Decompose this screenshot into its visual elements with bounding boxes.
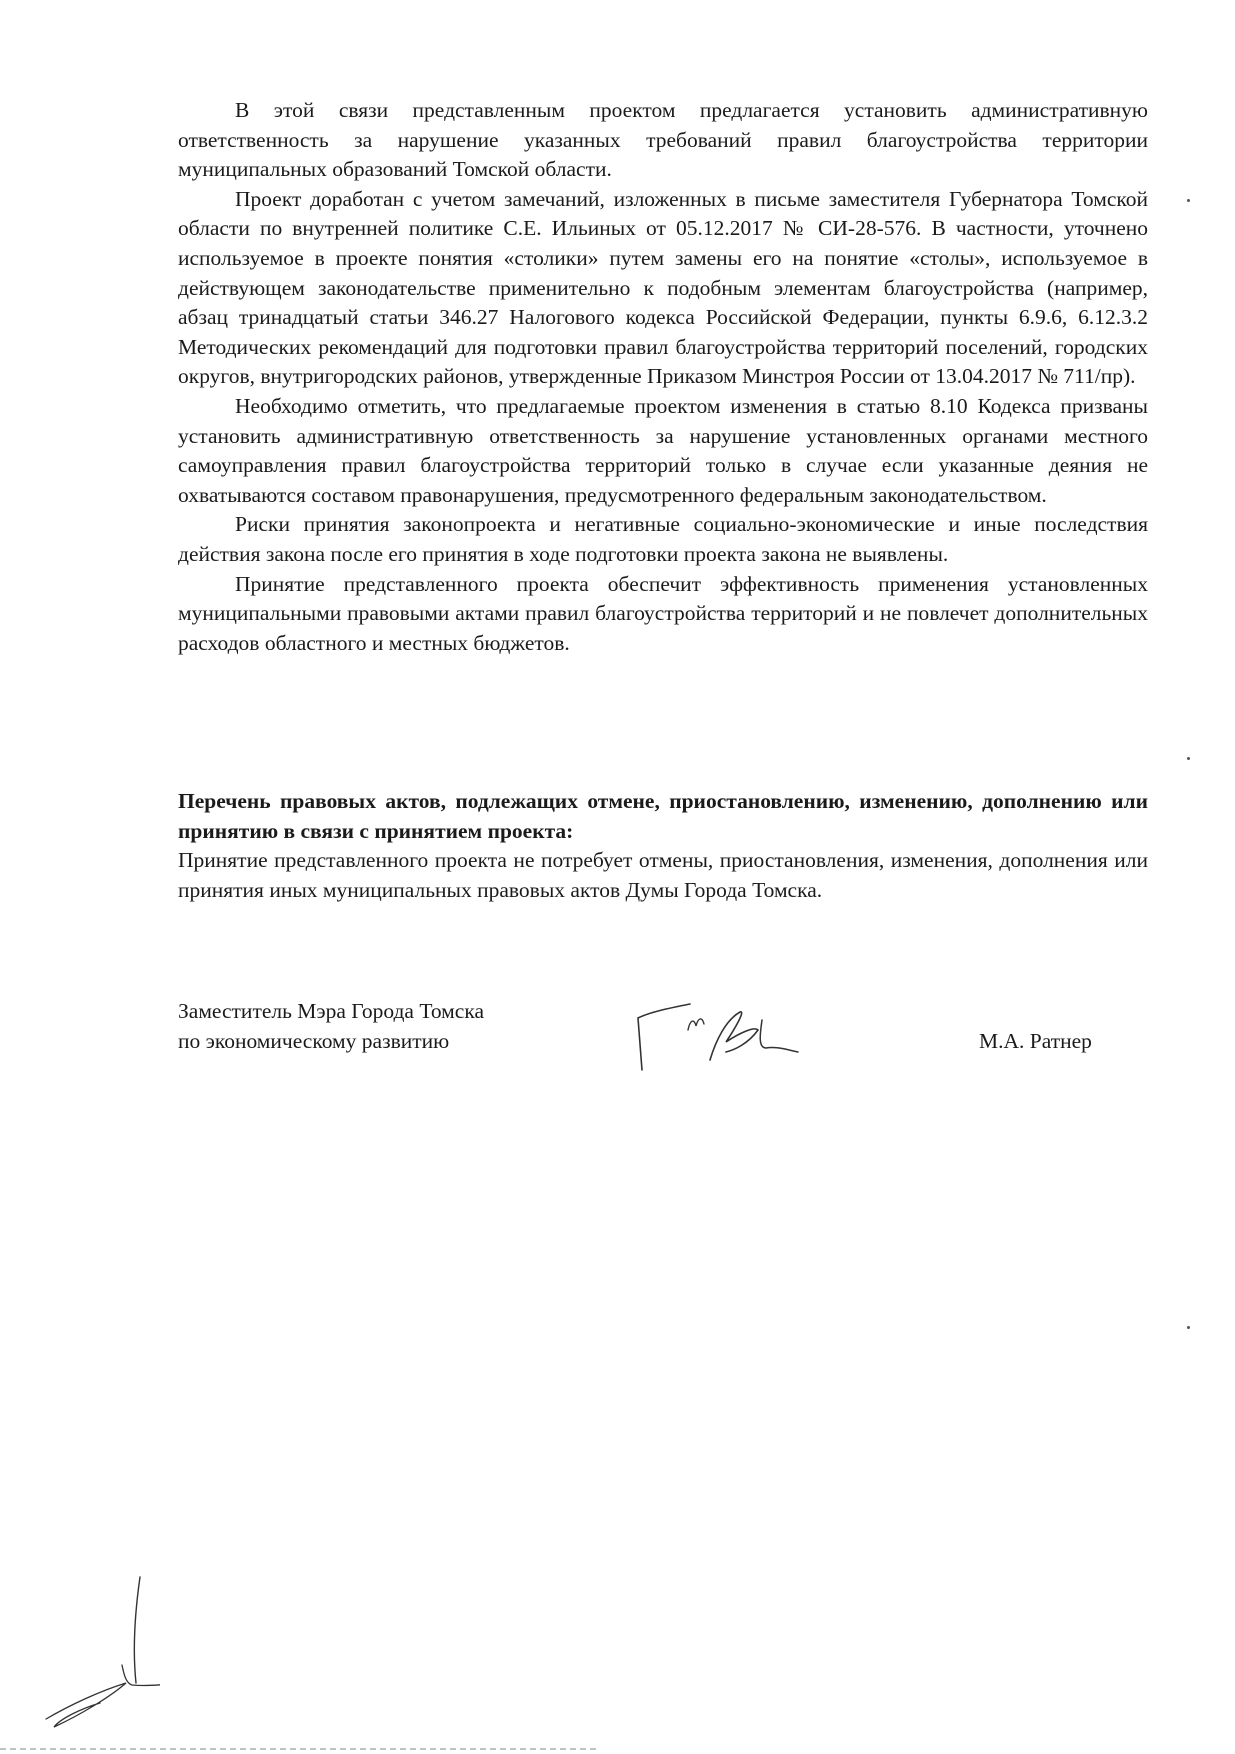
handwritten-signature (630, 990, 830, 1080)
scan-speck (1187, 1326, 1190, 1329)
scan-speck (1187, 757, 1190, 760)
paragraph-effectiveness: Принятие представленного проекта обеспечит эффективность применения установленных муниципальными правовыми актами правил благоустройства территорий и не повлечет дополнительных расходов областного и местных бюджетов. (178, 571, 1148, 655)
paragraph-liability: В этой связи представленным проектом предлагается установить административную ответственность за нарушение указанных требований правил благоустройства территории муниципальных образований Томской области. (178, 98, 1148, 182)
explanatory-text (178, 96, 1148, 658)
signatory-position-line1: Заместитель Мэра Города Томска (178, 999, 484, 1023)
signatory-position-line2: по экономическому развитию (178, 1029, 450, 1053)
paragraph-article-8-10: Необходимо отметить, что предлагаемые проектом изменения в статью 8.10 Кодекса призваны установить административную ответственность за нарушение установленных органами местного самоуправления правил благоустройства территорий только в случае если указанные деяния не охватываются составом правонарушения, предусмотренного федеральным законодательством. (178, 393, 1148, 507)
legal-acts-heading: Перечень правовых актов, подлежащих отмене, приостановлению, изменению, дополнению или принятию в связи с принятием проекта: (178, 789, 1148, 843)
paragraph-revision: Проект доработан с учетом замечаний, изложенных в письме заместителя Губернатора Томской области по внутренней политике С.Е. Ильиных от 05.12.2017 № СИ-28-576. В частности, уточнено используемое в проекте понятия «столики» путем замены его на понятие «столы», используемое в действующем законодательстве применительно к подобным элементам благоустройства (например, абзац тринадцатый статьи 346.27 Налогового кодекса Российской Федерации, пункты 6.9.6, 6.12.3.2 Методических рекомендаций для подготовки правил благоустройства территорий поселений, городских округов, внутригородских районов, утвержденные Приказом Минстроя России от 13.04.2017 № 711/пр). (178, 186, 1148, 389)
paragraph-risks: Риски принятия законопроекта и негативные социально-экономические и иные последствия действия закона после его принятия в ходе подготовки проекта закона не выявлены. (178, 512, 1148, 566)
legal-acts-text: Принятие представленного проекта не потребует отмены, приостановления, изменения, дополнения или принятия иных муниципальных правовых актов Думы Города Томска. (178, 848, 1148, 902)
handwritten-initials-mark (40, 1575, 160, 1735)
legal-acts-section (178, 787, 1148, 905)
scan-edge-artifact (0, 1748, 600, 1750)
signatory-name: М.А. Ратнер (979, 1029, 1092, 1053)
signatory-position (178, 996, 484, 1056)
scan-speck (1187, 199, 1190, 202)
